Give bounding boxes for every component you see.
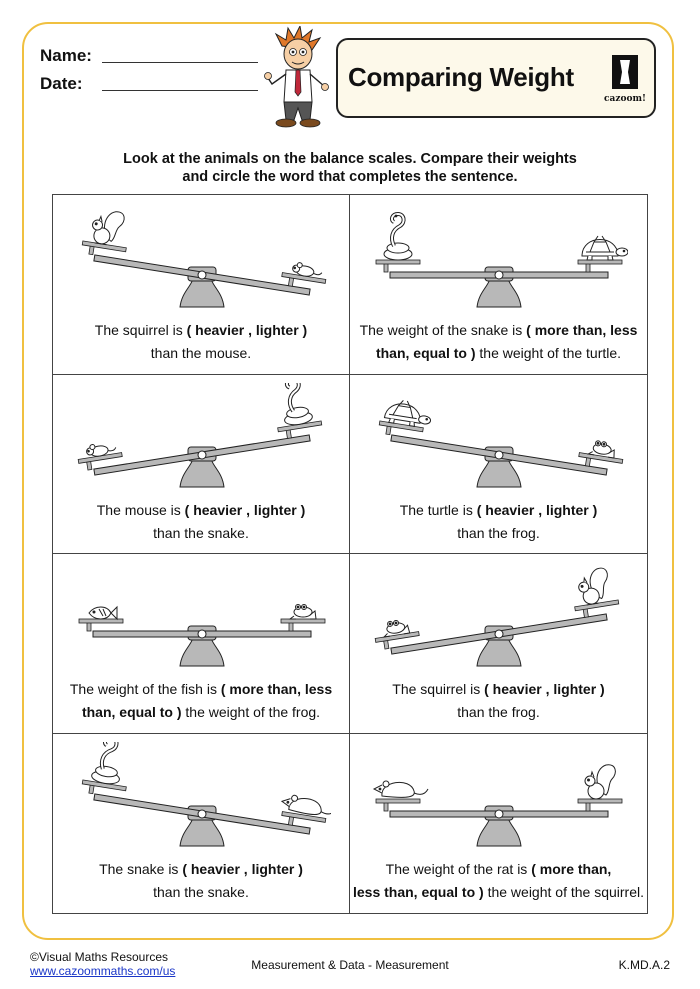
scale-pin	[495, 810, 503, 818]
logo-mark-icon	[611, 54, 639, 94]
page-title: Comparing Weight	[348, 62, 574, 92]
sentence-line-2	[350, 881, 647, 904]
question-cell	[350, 195, 647, 375]
scale-pan-left	[376, 260, 420, 264]
website-link[interactable]: www.cazoommaths.com/us	[30, 964, 176, 978]
squirrel-icon	[585, 764, 615, 798]
question-sentence	[53, 858, 349, 904]
instructions	[0, 150, 700, 186]
sentence-line-2	[53, 881, 349, 904]
sentence-text: The weight of the fish is	[69, 681, 221, 697]
sentence-text: The mouse is	[96, 501, 185, 518]
sentence-line-1	[53, 858, 349, 881]
sentence-text: the weight of the frog.	[181, 704, 321, 720]
sentence-line-2	[53, 522, 349, 545]
squirrel-icon	[90, 208, 125, 247]
sentence-text: The snake is	[99, 860, 183, 877]
answer-choices[interactable]: ( more than,	[531, 860, 612, 877]
question-cell	[350, 554, 647, 734]
answer-choices[interactable]: than, equal to )	[375, 345, 476, 361]
question-cell	[53, 734, 350, 914]
sentence-line-2	[53, 342, 349, 365]
sentence-text: The squirrel is	[94, 322, 187, 338]
balance-scale	[73, 562, 331, 676]
snake-icon	[384, 214, 412, 260]
sentence-line-2	[350, 342, 647, 365]
question-sentence	[53, 499, 349, 545]
answer-choices[interactable]: less than, equal to )	[352, 883, 484, 900]
sentence-text: than the snake.	[153, 883, 249, 900]
date-label: Date:	[40, 74, 83, 93]
rat-icon	[374, 781, 428, 797]
name-label: Name:	[40, 46, 92, 65]
balance-scale	[73, 383, 331, 497]
name-field[interactable]	[102, 62, 258, 63]
question-sentence	[53, 678, 349, 724]
sentence-line-1	[53, 319, 349, 342]
scale-pan-right	[578, 799, 622, 803]
snake-icon	[278, 383, 313, 427]
question-grid	[52, 194, 648, 914]
scale-pin	[198, 630, 206, 638]
scale-pin	[198, 271, 206, 279]
frog-icon	[290, 605, 316, 620]
answer-choices[interactable]: than, equal to )	[81, 704, 182, 720]
cazoom-logo	[602, 54, 648, 108]
footer-standard-code: K.MD.A.2	[618, 958, 670, 972]
question-sentence	[350, 499, 647, 545]
sentence-text: the weight of the turtle.	[475, 345, 622, 361]
teacher-illustration	[262, 26, 332, 130]
scale-pan-left	[376, 799, 420, 803]
answer-choices[interactable]: ( heavier , lighter )	[182, 860, 303, 877]
logo-wordmark: cazoom!	[604, 94, 646, 104]
question-cell	[53, 195, 350, 375]
answer-choices[interactable]: ( more than, less	[526, 322, 638, 338]
sentence-line-1	[53, 499, 349, 522]
scale-pan-right	[281, 619, 325, 623]
answer-choices[interactable]: ( heavier , lighter )	[184, 501, 306, 518]
balance-scale	[370, 203, 628, 317]
snake-icon	[91, 742, 126, 786]
question-cell	[53, 554, 350, 734]
scale-pan-right	[578, 260, 622, 264]
footer-topic: Measurement & Data - Measurement	[251, 958, 449, 972]
sentence-line-1	[53, 678, 349, 701]
sentence-text: than the frog.	[457, 704, 540, 720]
question-cell	[53, 375, 350, 555]
sentence-line-1	[350, 678, 647, 701]
instructions-line-1: Look at the animals on the balance scales. Compare their weights	[123, 151, 577, 167]
question-cell	[350, 375, 647, 555]
copyright-text: ©Visual Maths Resources	[30, 950, 169, 964]
balance-scale	[370, 562, 628, 676]
balance-scale	[370, 383, 628, 497]
sentence-line-1	[350, 319, 647, 342]
answer-choices[interactable]: ( heavier , lighter )	[476, 501, 598, 518]
scale-pin	[198, 451, 206, 459]
balance-scale	[73, 203, 331, 317]
scale-pin	[495, 451, 503, 459]
balance-scale	[370, 742, 628, 856]
sentence-text: than the mouse.	[150, 345, 252, 361]
question-cell	[350, 734, 647, 914]
answer-choices[interactable]: ( more than, less	[220, 681, 333, 697]
sentence-text: The squirrel is	[392, 681, 485, 697]
sentence-text: than the frog.	[457, 524, 540, 541]
sentence-text: than the snake.	[153, 524, 249, 541]
scale-pin	[495, 630, 503, 638]
question-sentence	[350, 319, 647, 365]
squirrel-icon	[576, 567, 611, 606]
sentence-text: The weight of the snake is	[359, 322, 527, 338]
scale-pin	[495, 271, 503, 279]
sentence-line-2	[350, 522, 647, 545]
title-box	[336, 38, 656, 118]
sentence-text: The turtle is	[399, 501, 477, 518]
question-sentence	[350, 678, 647, 724]
sentence-line-2	[350, 701, 647, 724]
instructions-line-2: and circle the word that completes the sentence.	[182, 169, 518, 185]
fish-icon	[89, 607, 117, 619]
balance-scale	[73, 742, 331, 856]
question-sentence	[350, 858, 647, 904]
scale-pan-left	[79, 619, 123, 623]
sentence-line-2	[53, 701, 349, 724]
date-field[interactable]	[102, 90, 258, 91]
turtle-icon	[582, 236, 628, 260]
question-sentence	[53, 319, 349, 365]
answer-choices[interactable]: ( heavier , lighter )	[484, 681, 605, 697]
scale-pin	[198, 810, 206, 818]
sentence-text: the weight of the squirrel.	[483, 883, 644, 900]
answer-choices[interactable]: ( heavier , lighter )	[186, 322, 308, 338]
sentence-text: The weight of the rat is	[385, 860, 532, 877]
sentence-line-1	[350, 858, 647, 881]
sentence-line-1	[350, 499, 647, 522]
